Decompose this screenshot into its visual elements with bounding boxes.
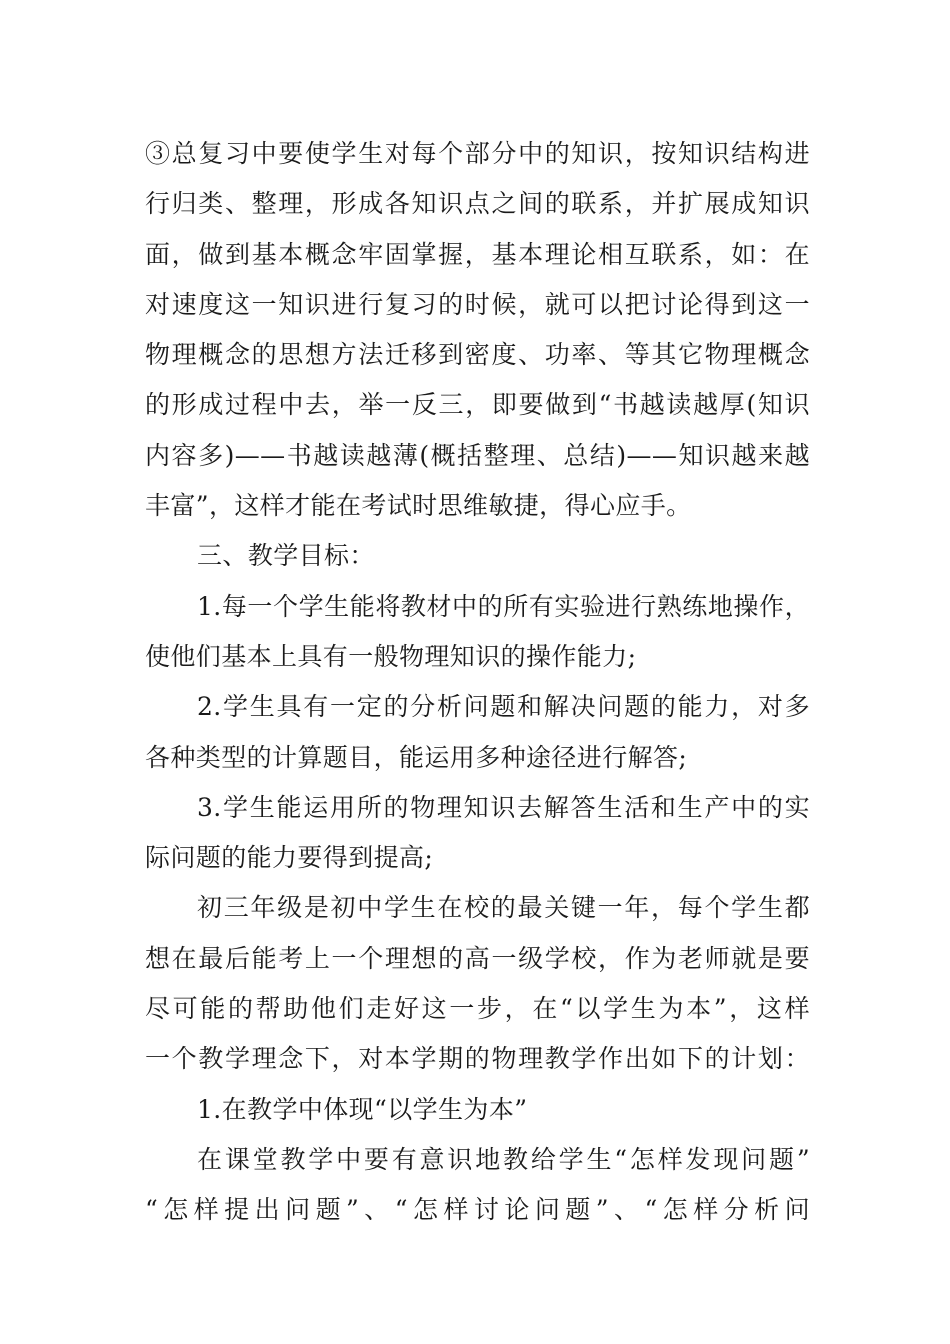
text-line: 面，做到基本概念牢固掌握，基本理论相互联系，如：在 xyxy=(145,239,810,269)
text-line: 各种类型的计算题目，能运用多种途径进行解答; xyxy=(145,742,688,772)
subsection-heading: 1.在教学中体现“以学生为本” xyxy=(197,1094,528,1124)
text-line: ③总复习中要使学生对每个部分中的知识，按知识结构进 xyxy=(145,139,810,168)
text-line: 初三年级是初中学生在校的最关键一年，每个学生都 xyxy=(197,893,810,923)
text-line: 2.学生具有一定的分析问题和解决问题的能力，对多 xyxy=(197,692,810,722)
text-line: 一个教学理念下，对本学期的物理教学作出如下的计划： xyxy=(145,1044,810,1074)
text-line: 际问题的能力要得到提高; xyxy=(145,843,434,873)
text-line: “怎样提出问题”、“怎样讨论问题”、“怎样分析问 xyxy=(145,1195,810,1225)
text-line: 丰富”，这样才能在考试时思维敏捷，得心应手。 xyxy=(145,491,692,521)
text-line: 行归类、整理，形成各知识点之间的联系，并扩展成知识 xyxy=(145,189,810,219)
section-heading: 三、教学目标： xyxy=(197,541,375,571)
text-line: 内容多)——书越读越薄(概括整理、总结)——知识越来越 xyxy=(145,440,810,470)
text-line: 3.学生能运用所的物理知识去解答生活和生产中的实 xyxy=(197,792,810,822)
text-line: 尽可能的帮助他们走好这一步，在“以学生为本”，这样 xyxy=(145,994,810,1024)
document-body xyxy=(145,129,810,1236)
text-line: 物理概念的思想方法迁移到密度、功率、等其它物理概念 xyxy=(145,340,810,370)
text-line: 使他们基本上具有一般物理知识的操作能力; xyxy=(145,641,637,671)
text-line: 1.每一个学生能将教材中的所有实验进行熟练地操作， xyxy=(197,591,810,621)
text-line: 在课堂教学中要有意识地教给学生“怎样发现问题” xyxy=(197,1144,810,1174)
text-line: 对速度这一知识进行复习的时候，就可以把讨论得到这一 xyxy=(145,289,810,319)
text-line: 想在最后能考上一个理想的高一级学校，作为老师就是要 xyxy=(145,943,810,973)
text-line: 的形成过程中去，举一反三，即要做到“书越读越厚(知识 xyxy=(145,390,810,420)
